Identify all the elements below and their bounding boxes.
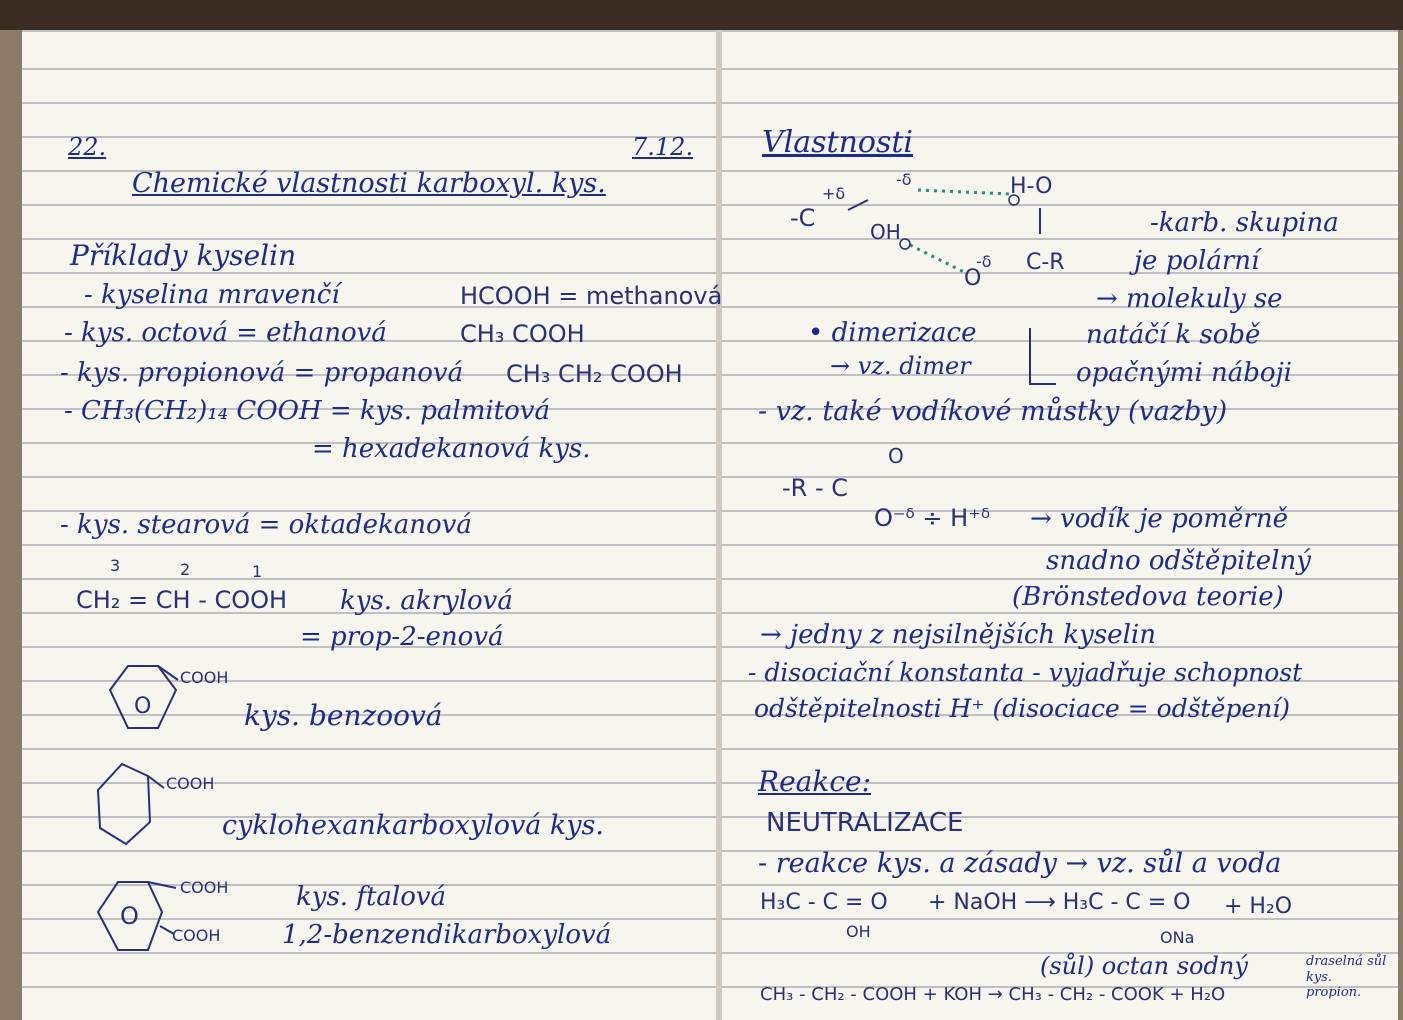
neutralization-desc: - reakce kys. a zásady → vz. sůl a voda <box>758 848 1282 879</box>
hydrogen-note-2: snadno odštěpitelný <box>1046 546 1311 576</box>
side-note: draselná sůl kys. propion. <box>1306 954 1387 1001</box>
carb-note-3: → molekuly se <box>1096 284 1283 314</box>
dimer-label-c: -C <box>790 204 816 232</box>
line-formic-formula: HCOOH = methanová <box>460 282 723 310</box>
benzoic-group: COOH <box>180 668 229 687</box>
acrylic-number-3: 3 <box>110 556 121 575</box>
dimer-label-oh: OH <box>870 220 901 244</box>
dimer-label-plus-delta: +δ <box>822 184 846 203</box>
dissociation-1: - disociační konstanta - vyjadřuje schopnost <box>748 658 1303 687</box>
acrylic-name: kys. akrylová <box>340 586 513 616</box>
eq1-ona: ONa <box>1160 928 1195 947</box>
right-heading: Vlastnosti <box>762 125 914 160</box>
line-propionic-formula: CH₃ CH₂ COOH <box>506 360 683 388</box>
examples-heading: Příklady kyselin <box>70 239 297 272</box>
eq1-mid: + NaOH ⟶ H₃C - C = O <box>928 890 1191 915</box>
dimer-label-c-r: C-R <box>1026 250 1065 275</box>
phthalic-group-1: COOH <box>180 878 229 897</box>
cyclohex-group: COOH <box>166 774 215 793</box>
line-palmitic-1: - CH₃(CH₂)₁₄ COOH = kys. palmitová <box>64 396 550 426</box>
cyclohexane-ring <box>98 764 150 844</box>
benzoic-name: kys. benzoová <box>244 699 443 732</box>
hydrogen-note-1: → vodík je poměrně <box>1030 504 1288 534</box>
benzoic-ring-label: O <box>134 694 152 719</box>
dimer-label-minus-delta: -δ <box>896 170 912 189</box>
acid-formula-1: -R - C <box>782 474 849 502</box>
page-number: 22. <box>68 133 107 161</box>
line-palmitic-2: = hexadekanová kys. <box>312 434 591 464</box>
line-acetic-formula: CH₃ COOH <box>460 320 585 348</box>
dimer-label-minus-delta-2: -δ <box>976 252 992 271</box>
eq1-water: + H₂O <box>1224 894 1293 919</box>
eq2: CH₃ - CH₂ - COOH + KOH → CH₃ - CH₂ - COOK + H₂O <box>760 984 1226 1005</box>
acid-formula-2: O⁻ᵟ ÷ H⁺ᵟ <box>874 504 991 532</box>
line-stearic: - kys. stearová = oktadekanová <box>60 510 472 540</box>
line-formic-name: - kyselina mravenčí <box>84 280 340 310</box>
carb-note-5: opačnými náboji <box>1076 358 1292 388</box>
strongest-acids: → jedny z nejsilnějších kyselin <box>760 620 1156 650</box>
line-propionic: - kys. propionová = propanová <box>60 358 464 388</box>
page-date: 7.12. <box>632 133 694 161</box>
line-acetic: - kys. octová = ethanová <box>64 318 387 348</box>
reactions-heading: Reakce: <box>758 765 871 798</box>
acrylic-formula: CH₂ = CH - COOH <box>76 586 288 614</box>
hydrogen-bonds: - vz. také vodíkové můstky (vazby) <box>758 396 1228 427</box>
page-title: Chemické vlastnosti karboxyl. kys. <box>132 168 606 199</box>
eq1-oh: OH <box>846 922 871 941</box>
dimer: → vz. dimer <box>830 352 971 380</box>
phthalic-name-2: 1,2-benzendikarboxylová <box>282 920 612 950</box>
neutralization-heading: NEUTRALIZACE <box>766 808 964 838</box>
dissociation-2: odštěpitelnosti H⁺ (disociace = odštěpení) <box>754 694 1291 723</box>
acrylic-number-2: 2 <box>180 560 191 579</box>
salt-label: (sůl) octan sodný <box>1040 952 1248 980</box>
acrylic-name-2: = prop-2-enová <box>300 622 504 652</box>
phthalic-group-2: COOH <box>172 926 221 945</box>
hydrogen-note-3: (Brönstedova teorie) <box>1012 582 1284 612</box>
acid-formula-o: O <box>888 444 904 468</box>
carb-note-1: -karb. skupina <box>1150 208 1339 238</box>
carb-note-2: je polární <box>1134 246 1260 276</box>
dimer-label-h-o: H-O <box>1010 174 1053 199</box>
acrylic-number-1: 1 <box>252 562 263 581</box>
cyclohex-name: cyklohexankarboxylová kys. <box>222 810 604 841</box>
carb-note-4: natáčí k sobě <box>1086 320 1261 350</box>
dimerizace: • dimerizace <box>808 318 977 348</box>
phthalic-ring-label: O <box>120 902 139 930</box>
eq1-left: H₃C - C = O <box>760 890 888 915</box>
phthalic-name: kys. ftalová <box>296 882 447 912</box>
dimer-label-o: O <box>964 266 982 291</box>
